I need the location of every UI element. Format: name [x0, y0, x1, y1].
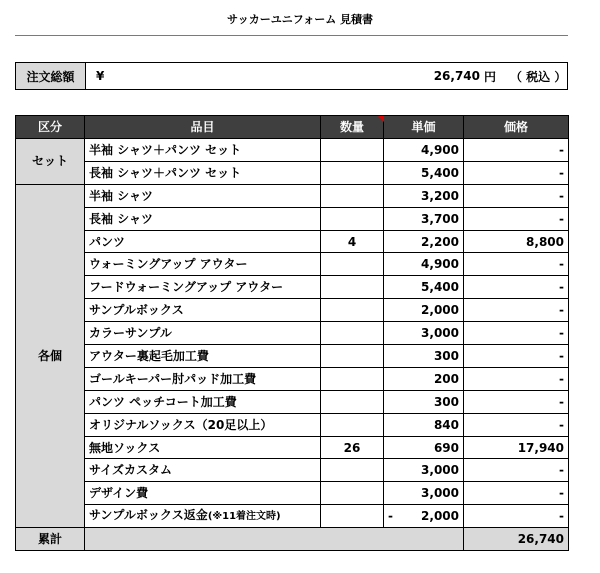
- unit-price-cell: 300: [384, 390, 464, 413]
- item-name: デザイン費: [85, 482, 321, 505]
- unit-price-cell: 3,000: [384, 459, 464, 482]
- table-row: [16, 207, 569, 230]
- price-cell: -: [464, 184, 569, 207]
- price-cell: -: [464, 459, 569, 482]
- tax-included-note: （ 税込 ）: [510, 69, 567, 84]
- item-name: 半袖 シャツ＋パンツ セット: [85, 139, 321, 162]
- table-row: [16, 413, 569, 436]
- quantity-cell[interactable]: [321, 482, 384, 505]
- quantity-cell[interactable]: [321, 345, 384, 368]
- table-row: [16, 230, 569, 253]
- title-underline: [15, 35, 568, 36]
- price-cell: -: [464, 322, 569, 345]
- quantity-cell[interactable]: [321, 367, 384, 390]
- comment-marker-icon: [378, 116, 384, 122]
- unit-price-cell: 3,700: [384, 207, 464, 230]
- item-name-text: サンプルボックス返金: [89, 508, 208, 523]
- item-name: パンツ: [85, 230, 321, 253]
- item-name: [85, 505, 321, 528]
- item-name: 長袖 シャツ: [85, 207, 321, 230]
- unit-price-cell: 200: [384, 367, 464, 390]
- quantity-cell[interactable]: [321, 322, 384, 345]
- table-row: [16, 276, 569, 299]
- summary-spacer: [85, 528, 464, 551]
- order-total-value: 26,740: [433, 69, 480, 83]
- unit-price-cell: 300: [384, 345, 464, 368]
- document-title: サッカーユニフォーム 見積書: [226, 13, 374, 26]
- column-header-quantity: 数量: [321, 116, 384, 139]
- negative-sign: -: [388, 509, 393, 524]
- quantity-cell[interactable]: [321, 139, 384, 162]
- summary-label: 累計: [16, 528, 85, 551]
- unit-price-value: 2,000: [421, 509, 459, 524]
- unit-price-cell: 4,900: [384, 253, 464, 276]
- category-set: セット: [16, 139, 85, 185]
- quantity-cell[interactable]: [321, 390, 384, 413]
- price-cell: -: [464, 390, 569, 413]
- unit-price-cell: 5,400: [384, 161, 464, 184]
- order-total-unit: 円: [484, 69, 497, 84]
- price-cell: -: [464, 161, 569, 184]
- price-cell: -: [464, 207, 569, 230]
- table-row: [16, 253, 569, 276]
- price-cell: -: [464, 139, 569, 162]
- category-each: 各個: [16, 184, 85, 527]
- currency-symbol: ¥: [96, 69, 105, 83]
- quantity-cell[interactable]: [321, 413, 384, 436]
- price-cell: -: [464, 367, 569, 390]
- item-name: 無地ソックス: [85, 436, 321, 459]
- price-cell: -: [464, 505, 569, 528]
- table-row: [16, 345, 569, 368]
- price-cell: -: [464, 276, 569, 299]
- item-name: サイズカスタム: [85, 459, 321, 482]
- item-name: ゴールキーパー肘パッド加工費: [85, 367, 321, 390]
- table-row: [16, 482, 569, 505]
- price-cell: -: [464, 345, 569, 368]
- item-name: 長袖 シャツ＋パンツ セット: [85, 161, 321, 184]
- quantity-cell[interactable]: [321, 299, 384, 322]
- table-header-row: [16, 116, 569, 139]
- table-row: [16, 322, 569, 345]
- item-note: (※11着注文時): [207, 511, 281, 523]
- quantity-cell[interactable]: [321, 276, 384, 299]
- price-cell: 8,800: [464, 230, 569, 253]
- table-row: [16, 459, 569, 482]
- column-header-item: 品目: [85, 116, 321, 139]
- quantity-cell[interactable]: [321, 161, 384, 184]
- unit-price-cell: 5,400: [384, 276, 464, 299]
- price-cell: -: [464, 253, 569, 276]
- quantity-cell[interactable]: [321, 253, 384, 276]
- unit-price-cell: 3,000: [384, 482, 464, 505]
- table-row: [16, 139, 569, 162]
- quantity-cell[interactable]: 4: [321, 230, 384, 253]
- unit-price-cell: 4,900: [384, 139, 464, 162]
- item-name: 半袖 シャツ: [85, 184, 321, 207]
- quote-table: [15, 115, 569, 551]
- table-row: [16, 299, 569, 322]
- unit-price-cell: [384, 505, 464, 528]
- quantity-cell[interactable]: [321, 505, 384, 528]
- price-cell: -: [464, 299, 569, 322]
- item-name: サンプルボックス: [85, 299, 321, 322]
- table-row: [16, 161, 569, 184]
- table-row: [16, 436, 569, 459]
- column-header-category: 区分: [16, 116, 85, 139]
- quantity-cell[interactable]: [321, 184, 384, 207]
- item-name: フードウォーミングアップ アウター: [85, 276, 321, 299]
- unit-price-cell: 2,000: [384, 299, 464, 322]
- price-cell: -: [464, 413, 569, 436]
- table-row: [16, 390, 569, 413]
- item-name: オリジナルソックス（20足以上）: [85, 413, 321, 436]
- quantity-cell[interactable]: 26: [321, 436, 384, 459]
- quantity-cell[interactable]: [321, 459, 384, 482]
- summary-row: [16, 528, 569, 551]
- item-name: アウター裏起毛加工費: [85, 345, 321, 368]
- price-cell: -: [464, 482, 569, 505]
- table-row: [16, 505, 569, 528]
- column-header-price: 価格: [464, 116, 569, 139]
- item-name: ウォーミングアップ アウター: [85, 253, 321, 276]
- table-row: [16, 367, 569, 390]
- summary-total: 26,740: [464, 528, 569, 551]
- item-name: パンツ ペッチコート加工費: [85, 390, 321, 413]
- unit-price-cell: 3,200: [384, 184, 464, 207]
- quantity-cell[interactable]: [321, 207, 384, 230]
- unit-price-cell: 840: [384, 413, 464, 436]
- order-total-label: 注文総額: [16, 63, 86, 89]
- order-total-box: [15, 62, 568, 90]
- table-row: [16, 184, 569, 207]
- price-cell: 17,940: [464, 436, 569, 459]
- unit-price-cell: 690: [384, 436, 464, 459]
- item-name: カラーサンプル: [85, 322, 321, 345]
- unit-price-cell: 3,000: [384, 322, 464, 345]
- unit-price-cell: 2,200: [384, 230, 464, 253]
- column-header-unit-price: 単価: [384, 116, 464, 139]
